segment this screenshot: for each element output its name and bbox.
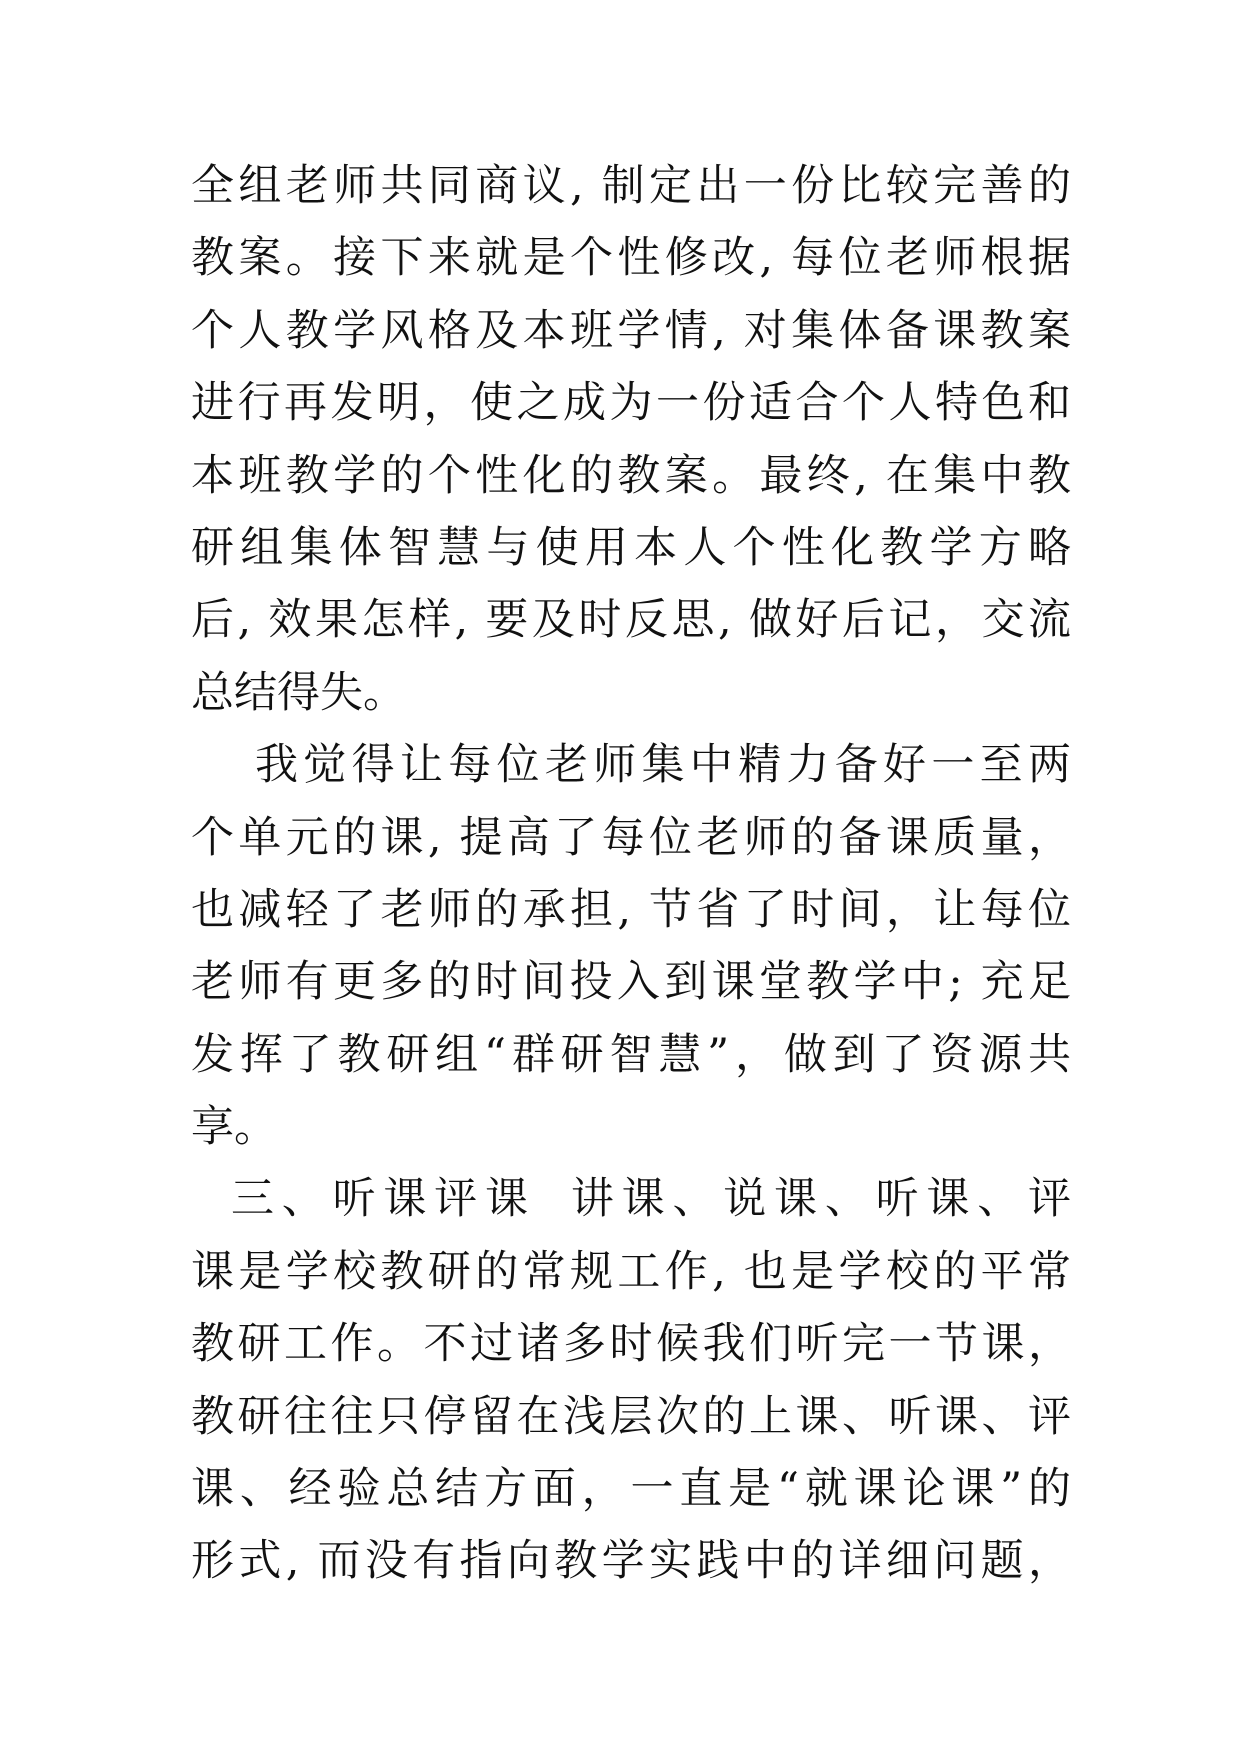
text-line: 也减轻了老师的承担, 节省了时间，让每位 <box>191 884 1071 935</box>
text-line: 总结得失。 <box>191 667 406 718</box>
text-line: 进行再发明，使之成为一份适合个人特色和 <box>191 378 1071 429</box>
text-line: 课是学校教研的常规工作, 也是学校的平常 <box>191 1246 1071 1297</box>
paragraph-first-line: 我觉得让每位老师集中精力备好一至两 <box>255 740 1071 791</box>
text-line: 全组老师共同商议, 制定出一份比较完善的 <box>191 161 1071 211</box>
text-line: 本班教学的个性化的教案。最终, 在集中教 <box>191 450 1071 501</box>
text-line: 研组集体智慧与使用本人个性化教学方略 <box>191 522 1071 573</box>
text-line: 课、经验总结方面，一直是“就课论课”的 <box>191 1464 1071 1515</box>
section-heading-line: 三、听课评课 讲课、说课、听课、评 <box>231 1174 1071 1225</box>
text-line: 教研往往只停留在浅层次的上课、听课、评 <box>191 1391 1071 1442</box>
text-line: 形式, 而没有指向教学实践中的详细问题， <box>191 1536 1071 1587</box>
text-line: 后, 效果怎样, 要及时反思, 做好后记，交流 <box>191 595 1071 646</box>
text-line: 教研工作。不过诸多时候我们听完一节课， <box>191 1319 1071 1370</box>
text-line: 老师有更多的时间投入到课堂教学中; 充足 <box>191 957 1071 1008</box>
text-line: 个人教学风格及本班学情, 对集体备课教案 <box>191 305 1071 356</box>
body-text <box>191 150 1071 1598</box>
text-line: 发挥了教研组“群研智慧”，做到了资源共 <box>191 1029 1071 1080</box>
text-line: 教案。接下来就是个性修改, 每位老师根据 <box>191 233 1071 284</box>
text-line: 个单元的课, 提高了每位老师的备课质量， <box>191 812 1071 863</box>
text-line: 享。 <box>191 1102 277 1153</box>
